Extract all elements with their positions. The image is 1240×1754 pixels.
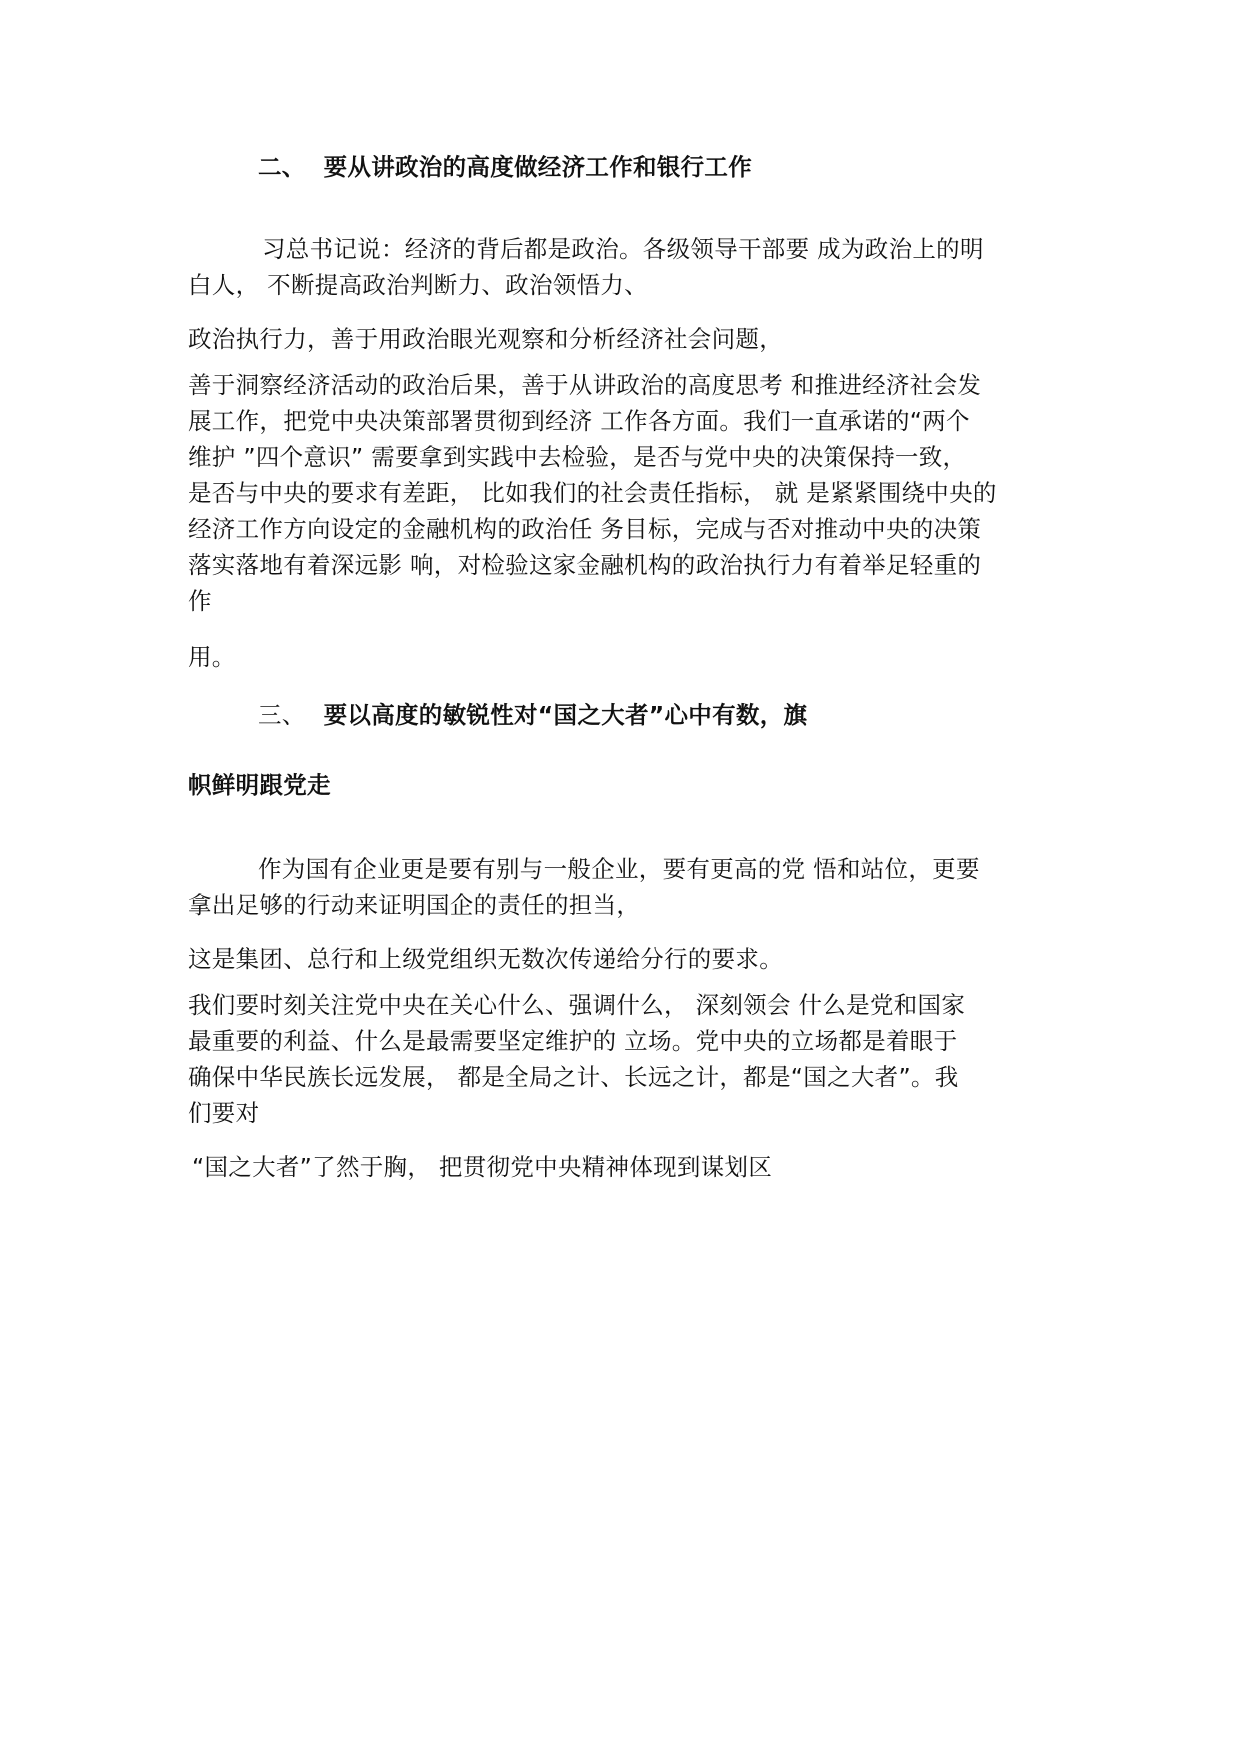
- section-2-title: 要从讲政治的高度做经济工作和银行工作: [323, 153, 753, 181]
- text-line: 经济工作方向设定的金融机构的政治任 务目标，完成与否对推动中央的决策: [188, 515, 982, 543]
- section-3-title-continued: 帜鲜明跟党走: [188, 771, 331, 799]
- text-line: 政治执行力，善于用政治眼光观察和分析经济社会问题，: [188, 325, 783, 353]
- section-2-heading: [258, 148, 1138, 186]
- text-line: 确保中华民族长远发展， 都是全局之计、长远之计，都是“国之大者”。我: [188, 1063, 959, 1091]
- section-3-heading: [258, 696, 1138, 734]
- text-line: 作: [188, 587, 212, 615]
- text-line: 用。: [188, 643, 236, 671]
- text-line: 我们要时刻关注党中央在关心什么、强调什么， 深刻领会 什么是党和国家: [188, 991, 966, 1019]
- section-3-number: 三、: [258, 701, 306, 729]
- text-line: 们要对: [188, 1099, 260, 1127]
- text-line: 作为国有企业更是要有别与一般企业，要有更高的党 悟和站位，更要: [258, 855, 980, 883]
- text-line: 习总书记说：经济的背后都是政治。各级领导干部要 成为政治上的明: [262, 235, 984, 263]
- text-line: 善于洞察经济活动的政治后果，善于从讲政治的高度思考 和推进经济社会发: [188, 371, 982, 399]
- text-line: 是否与中央的要求有差距， 比如我们的社会责任指标， 就 是紧紧围绕中央的: [188, 479, 997, 507]
- text-line: “国之大者”了然于胸， 把贯彻党中央精神体现到谋划区: [192, 1153, 773, 1181]
- text-line: 展工作，把党中央决策部署贯彻到经济 工作各方面。我们一直承诺的“两个: [188, 407, 970, 435]
- text-line: 最重要的利益、什么是最需要坚定维护的 立场。党中央的立场都是着眼于: [188, 1027, 958, 1055]
- text-line: 落实落地有着深远影 响，对检验这家金融机构的政治执行力有着举足轻重的: [188, 551, 982, 579]
- text-line: 拿出足够的行动来证明国企的责任的担当，: [188, 891, 641, 919]
- text-line: 白人， 不断提高政治判断力、政治领悟力、: [188, 271, 648, 299]
- text-line: 维护 ”四个意识” 需要拿到实践中去检验，是否与党中央的决策保持一致，: [188, 443, 967, 471]
- section-3-title: 要以高度的敏锐性对“国之大者”心中有数，旗: [323, 701, 808, 729]
- section-2-number: 二、: [258, 153, 306, 181]
- text-line: 这是集团、总行和上级党组织无数次传递给分行的要求。: [188, 945, 783, 973]
